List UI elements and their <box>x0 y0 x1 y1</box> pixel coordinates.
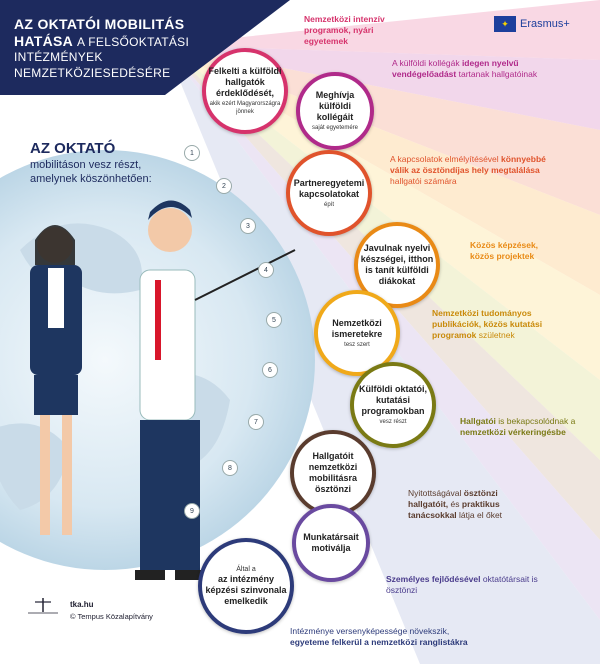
step-circle-1 <box>202 48 288 134</box>
intro-line-2: amelynek köszönhetően: <box>30 173 152 185</box>
step-number-8: 8 <box>222 460 238 476</box>
tempus-logo <box>26 598 60 616</box>
note-5-bold: Nemzetközi tudományos publikációk, közös kutatási programok <box>432 308 543 340</box>
step-number-1: 1 <box>184 145 200 161</box>
step-9-sub: Által a <box>236 566 256 573</box>
step-2-main: Meghívja külföldi kollégáit <box>315 90 355 122</box>
step-circle-2 <box>296 72 374 150</box>
step-number-7: 7 <box>248 414 264 430</box>
note-7-rest: és <box>450 499 460 509</box>
step-1-sub: akik ezért Magyarországra jönnek <box>209 101 281 115</box>
note-9 <box>290 626 520 648</box>
note-2-bold: idegen nyelvű vendégelőadást <box>392 58 519 79</box>
step-7-main: Hallgatóit nemzetközi mobilitásra ösztönzi <box>308 451 358 494</box>
step-9-main: az intézmény képzési szinvonala emelkedik <box>205 574 287 606</box>
step-number-5: 5 <box>266 312 282 328</box>
step-1-main: Felkelti a külföldi hallgatók érdeklődését, <box>208 66 282 98</box>
step-5-main: Nemzetközi ismeretekre <box>331 317 383 339</box>
step-2-sub: saját egyetemére <box>311 125 359 131</box>
intro-heading: AZ OKTATÓ <box>30 140 116 157</box>
note-9-bold: egyeteme felkerül a nemzetközi ranglistákra <box>290 637 468 647</box>
step-number-6: 6 <box>262 362 278 378</box>
note-6-bold: Hallgatói <box>460 416 496 426</box>
note-2 <box>392 58 552 80</box>
step-number-3: 3 <box>240 218 256 234</box>
title-line-3: INTÉZMÉNYEK <box>14 50 103 64</box>
step-3-sub: épít <box>323 201 334 208</box>
note-8-rest: oktatótársait is ösztönzi <box>386 574 538 595</box>
note-1 <box>304 14 414 47</box>
note-3-bold: könnyebbé válik az ösztöndíjas hely megtalálása <box>390 154 546 175</box>
title-line-1: AZ OKTATÓI MOBILITÁS <box>14 16 185 32</box>
title-line-4: NEMZETKÖZIESEDÉSÉRE <box>14 66 171 80</box>
step-number-4: 4 <box>258 262 274 278</box>
title-line-2 <box>14 33 189 49</box>
footer-site: tka.hu <box>70 600 94 609</box>
step-4-main: Javulnak nyelvi készségei, itthon is tanít külföldi diákokat <box>360 243 434 286</box>
title-hatasa: HATÁSA <box>14 33 74 49</box>
erasmus-label: Erasmus+ <box>520 18 570 30</box>
note-7-rest2: látja el őket <box>459 510 503 520</box>
step-number-2: 2 <box>216 178 232 194</box>
note-6-bold2: nemzetközi vérkeringésbe <box>460 427 566 437</box>
note-8 <box>386 574 546 596</box>
step-number-9: 9 <box>184 503 200 519</box>
note-7-pre: Nyitottságával <box>408 488 464 498</box>
step-5-sub: tesz szert <box>344 341 370 348</box>
note-3 <box>390 154 560 187</box>
note-7-bold2: praktikus tanácsokkal <box>408 499 500 520</box>
title-rest: A FELSŐOKTATÁSI <box>77 35 190 49</box>
step-circle-3 <box>286 150 372 236</box>
note-2-pre: A külföldi kollégák <box>392 58 462 68</box>
note-1-bold: Nemzetközi intenzív programok, nyári egyetemek <box>304 14 385 46</box>
step-3-main: Partneregyetemi kapcsolatokat <box>293 177 365 199</box>
note-6 <box>460 416 590 438</box>
step-6-sub: vesz részt <box>379 419 407 425</box>
intro-line-1: mobilitáson vesz részt, <box>30 159 142 171</box>
footer-copyright: © Tempus Közalapítvány <box>70 612 153 621</box>
step-circle-9 <box>198 538 294 634</box>
note-4 <box>470 240 560 262</box>
eu-flag-icon: ✦ <box>494 16 516 32</box>
step-circle-8 <box>292 504 370 582</box>
note-6-rest: is bekapcsolódnak a <box>498 416 576 426</box>
step-circle-6 <box>350 362 436 448</box>
note-2-rest: tartanak hallgatóinak <box>458 69 538 79</box>
note-4-bold: Közös képzések, közös projektek <box>470 240 539 261</box>
note-5-rest: születnek <box>478 330 515 340</box>
note-7-bold: ösztönzi hallgatóit, <box>408 488 498 509</box>
note-3-pre: A kapcsolatok elmélyítésével <box>390 154 502 164</box>
note-3-rest: hallgatói számára <box>390 176 457 186</box>
note-5 <box>432 308 582 341</box>
step-8-main: Munkatársait motiválja <box>303 532 359 553</box>
note-9-pre: Intézménye versenyképessége növekszik, <box>290 626 450 636</box>
step-6-main: Külföldi oktatói, kutatási programokban <box>359 384 427 416</box>
note-7 <box>408 488 538 521</box>
note-8-bold: Személyes fejlődésével <box>386 574 481 584</box>
